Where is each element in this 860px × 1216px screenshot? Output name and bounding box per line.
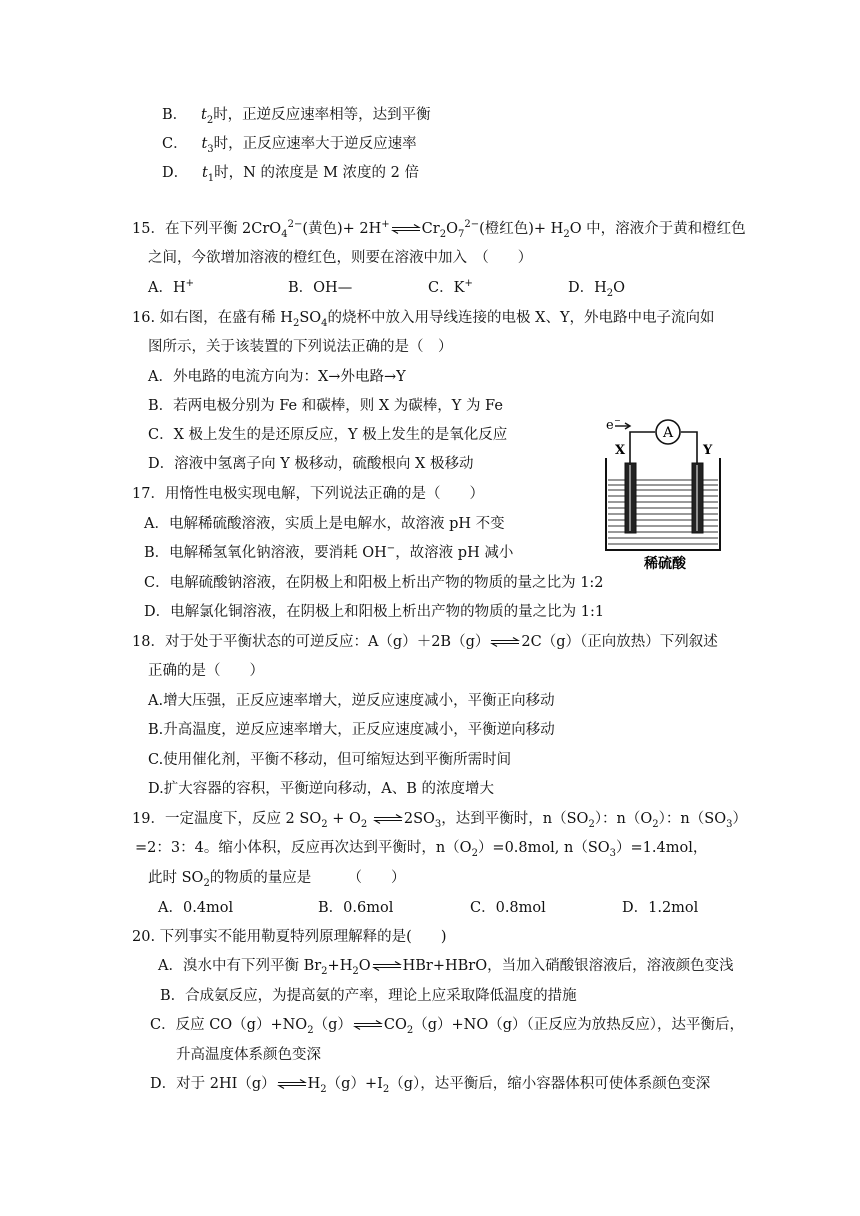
q16-option-d: D．溶液中氢离子向 Y 极移动，硫酸根向 X 极移动 [148,456,474,472]
electron-charge: − [614,418,621,425]
q17-option-d: D．电解氯化铜溶液，在阴极上和阳极上析出产物的物质的量之比为 1:1 [144,604,605,620]
q20-option-b: B．合成氨反应，为提高氨的产率，理论上应采取降低温度的措施 [160,988,577,1004]
q14-option-d: D． $t_1$时，N 的浓度是 M 浓度的 2 倍 [162,165,419,184]
q20-option-a: A．溴水中有下列平衡 $Br_2+H_2O$ HBr+HBrO，当加入硝酸银溶液后，溶液颜色变浅 [158,958,734,977]
q15-stem-line2: 之间，今欲增加溶液的橙红色，则要在溶液中加入 （ ） [148,250,533,266]
q18-stem: 18．对于处于平衡状态的可逆反应：A（g）＋2B（g） 2C（g）（正向放热）下列叙述 [132,634,718,650]
q20-option-c-line2: 升高温度体系颜色变深 [176,1047,321,1063]
q15-option-b: B．OH— [288,280,353,296]
q16-stem-line2: 图所示，关于该装置的下列说法正确的是（ ） [148,339,453,355]
q19-stem: 19．一定温度下，反应 2 $SO_2 + O_2$ $2SO_3$，达到平衡时，$n(SO_2)$：$n(O_2)$：$n(SO_3)$ [132,811,747,830]
q17-option-b: B．电解稀氢氧化钠溶液，要消耗 OH−，故溶液 pH 减小 [144,543,514,561]
q15-option-d: D．$H_2O$ [568,280,626,299]
q18-option-a: A.增大压强，正反应速率增大，逆反应速度减小，平衡正向移动 [148,693,555,709]
electrode-y-label: Y [703,443,713,458]
q15-stem: 15．在下列平衡 2CrO$_4^{2-}$(黄色)+ 2H+ $Cr_2O_7^{2-}$(橙红色)+ $H_2O$ 中，溶液介于黄和橙红色 [132,219,746,240]
q19-option-d: D．1.2mol [622,900,699,916]
q17-option-a: A．电解稀硫酸溶液，实质上是电解水，故溶液 pH 不变 [144,516,505,532]
q18-option-b: B.升高温度，逆反应速率增大，正反应速度减小，平衡逆向移动 [148,722,555,738]
q17-stem: 17．用惰性电极实现电解，下列说法正确的是（ ） [132,486,484,502]
q20-stem: 20. 下列事实不能用勒夏特列原理解释的是( ) [132,929,447,945]
electrolytic-cell-figure [603,418,723,573]
q14-option-c: C． $t_3$时，正反应速率大于逆反应速率 [162,136,417,155]
q18-stem-line2: 正确的是（ ） [148,663,264,679]
q17-option-c: C．电解硫酸钠溶液，在阴极上和阳极上析出产物的物质的量之比为 1:2 [144,575,604,591]
q15-option-c: C．K+ [428,278,473,296]
equilibrium-arrow-icon [490,637,520,647]
wire-right [681,432,697,466]
wire-left [630,432,655,466]
electron-label: e [606,418,614,433]
equilibrium-arrow-icon [372,961,402,971]
electrode-x-label: X [615,443,626,458]
equilibrium-arrow-icon [391,224,421,234]
ammeter-label: A [662,425,674,441]
figure-caption: 稀硫酸 [644,556,686,572]
q14-option-b: B． $t_2$时，正逆反应速率相等，达到平衡 [162,107,431,126]
q19-stem-line2: =2：3：4。缩小体积，反应再次达到平衡时，$n(O_2)=0.8mol$, $n(SO_3)=1.4mol$， [135,840,708,859]
q19-option-b: B．0.6mol [318,900,394,916]
q20-option-c: C．反应 $CO(g)+NO_2(g)$ $CO_2(g)+NO(g)$（正反应为放热反应），达平衡后， [150,1017,745,1036]
equilibrium-arrow-icon [277,1079,307,1089]
equilibrium-arrow-icon [353,1020,383,1030]
q16-option-b: B．若两电极分别为 Fe 和碳棒，则 X 为碳棒，Y 为 Fe [148,398,503,414]
q16-option-c: C．X 极上发生的是还原反应，Y 极上发生的是氧化反应 [148,427,508,443]
q19-option-c: C．0.8mol [470,900,546,916]
q19-option-a: A．0.4mol [158,900,234,916]
q18-option-c: C.使用催化剂，平衡不移动，但可缩短达到平衡所需时间 [148,752,512,768]
equilibrium-arrow-icon [373,814,403,824]
q19-stem-line3: 此时 $SO_2$的物质的量应是 （ ） [148,870,406,889]
q16-option-a: A．外电路的电流方向为：X→外电路→Y [148,369,406,385]
q20-option-d: D．对于 2HI（g） $H_2(g)+I_2(g)$，达平衡后，缩小容器体积可使体系颜色变深 [150,1076,711,1095]
q16-stem: 16. 如右图，在盛有稀 $H_2SO_4$的烧杯中放入用导线连接的电极 X、Y，外电路中电子流向如 [132,310,715,329]
q15-option-a: A．H+ [148,278,195,296]
q18-option-d: D.扩大容器的容积，平衡逆向移动，A、B 的浓度增大 [148,781,494,797]
